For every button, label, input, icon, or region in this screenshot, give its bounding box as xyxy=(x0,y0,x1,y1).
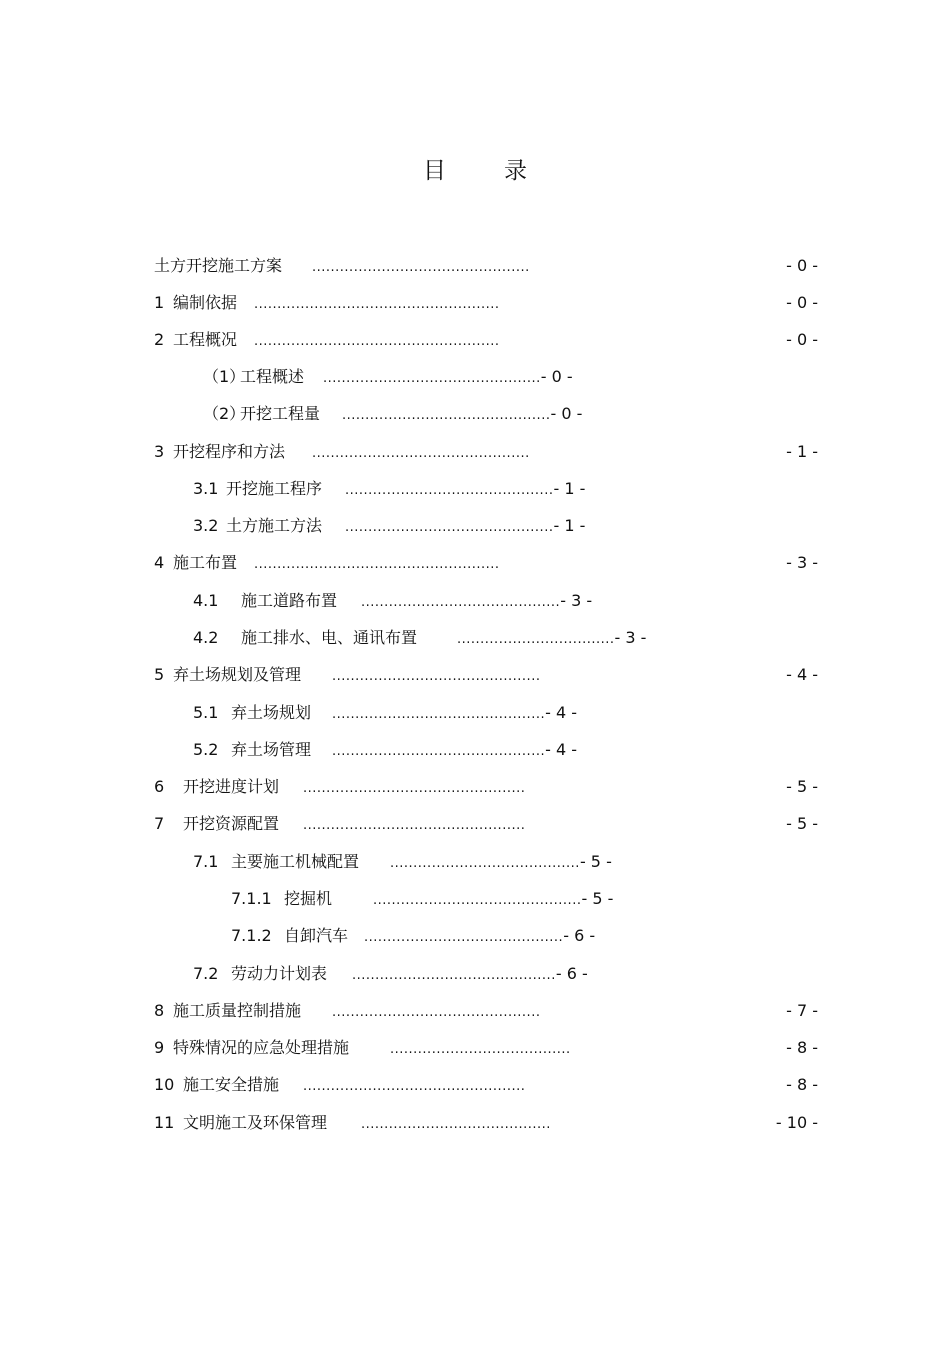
toc-entry-title[interactable]: 文明施工及环保管理 xyxy=(183,1113,328,1132)
toc-leader-dots: .................................. xyxy=(457,632,615,647)
toc-page-number: - 0 - xyxy=(550,404,583,423)
toc-leader xyxy=(332,702,577,724)
toc-entry-title[interactable]: 施工布置 xyxy=(173,553,238,572)
toc-entry-number: 4.2 xyxy=(193,628,219,647)
toc-entry-number: 3.1 xyxy=(193,479,219,498)
toc-leader-dots: ......................................... xyxy=(361,1117,551,1132)
toc-page-number: - 5 - xyxy=(786,777,818,796)
toc-leader xyxy=(390,1037,571,1059)
toc-page-number: - 4 - xyxy=(545,740,577,759)
toc-entry-number: 7.1 xyxy=(193,852,219,871)
toc-page-number: - 7 - xyxy=(786,1001,818,1020)
toc-page-number: - 1 - xyxy=(786,442,818,461)
toc-entry-number: 7 xyxy=(154,814,165,833)
toc-entry-title[interactable]: 弃土场管理 xyxy=(231,740,312,759)
toc-entry-number: 1 xyxy=(154,293,165,312)
toc-page-number: - 4 - xyxy=(545,703,577,722)
toc-entry-title[interactable]: 劳动力计划表 xyxy=(231,964,328,983)
toc-leader xyxy=(303,813,525,835)
toc-page-number: - 8 - xyxy=(786,1038,818,1057)
toc-page-number: - 6 - xyxy=(555,964,588,983)
toc-leader xyxy=(303,776,525,798)
toc-page-number: - 3 - xyxy=(786,553,818,572)
toc-page-number: - 0 - xyxy=(540,367,573,386)
toc-page-number: - 5 - xyxy=(579,852,612,871)
toc-entry-title[interactable]: 开挖进度计划 xyxy=(183,777,280,796)
toc-leader-dots: ............................................. xyxy=(345,483,554,498)
toc-page-number: - 4 - xyxy=(786,665,818,684)
toc-leader xyxy=(373,888,613,910)
toc-entry-title[interactable]: 工程概述 xyxy=(240,367,305,386)
toc-entry-number: 7.1.2 xyxy=(231,926,272,945)
toc-leader xyxy=(390,851,612,873)
toc-leader-dots: ..................................................... xyxy=(254,334,500,349)
toc-entry-title[interactable]: 弃土场规划及管理 xyxy=(173,665,302,684)
toc-leader-dots: ............................................... xyxy=(312,260,530,275)
toc-entry-title[interactable]: 开挖资源配置 xyxy=(183,814,280,833)
toc-page-number: - 6 - xyxy=(563,926,596,945)
toc-entry-number: （2） xyxy=(203,404,246,423)
toc-leader-dots: ......................................... xyxy=(390,856,580,871)
toc-entry-title[interactable]: 弃土场规划 xyxy=(231,703,312,722)
toc-entry-number: 10 xyxy=(154,1075,175,1094)
toc-leader-dots: ................................................ xyxy=(303,1079,526,1094)
toc-leader-dots: .............................................. xyxy=(332,707,546,722)
toc-entry-title[interactable]: 土方开挖施工方案 xyxy=(154,256,283,275)
toc-entry-number: 7.2 xyxy=(193,964,219,983)
toc-leader xyxy=(361,590,592,612)
toc-entry-number: 3.2 xyxy=(193,516,219,535)
toc-entry-title[interactable]: 开挖程序和方法 xyxy=(173,442,286,461)
toc-leader-dots: ........................................... xyxy=(361,595,561,610)
toc-entry-number: 4 xyxy=(154,553,165,572)
toc-entry-number: 2 xyxy=(154,330,165,349)
toc-entry-title[interactable]: 特殊情况的应急处理措施 xyxy=(173,1038,350,1057)
toc-page-number: - 1 - xyxy=(553,516,586,535)
toc-page-number: - 5 - xyxy=(581,889,614,908)
toc-leader xyxy=(332,664,540,686)
toc-entry-number: 9 xyxy=(154,1038,165,1057)
toc-entry-number: 5.2 xyxy=(193,740,219,759)
toc-entry-number: （1） xyxy=(203,367,246,386)
toc-leader xyxy=(352,963,588,985)
toc-entry-title[interactable]: 土方施工方法 xyxy=(226,516,323,535)
toc-entry-number: 6 xyxy=(154,777,165,796)
toc-leader xyxy=(312,441,530,463)
toc-leader-dots: ............................................... xyxy=(323,371,541,386)
toc-entry-title[interactable]: 施工排水、电、通讯布置 xyxy=(241,628,418,647)
toc-leader-dots: ............................................. xyxy=(373,893,582,908)
toc-page-number: - 1 - xyxy=(553,479,586,498)
toc-leader xyxy=(303,1074,525,1096)
toc-entry-title[interactable]: 施工道路布置 xyxy=(241,591,338,610)
toc-entry-number: 5.1 xyxy=(193,703,219,722)
toc-page-number: - 0 - xyxy=(786,256,818,275)
toc-page-number: - 0 - xyxy=(786,293,818,312)
toc-leader-dots: ..................................................... xyxy=(254,297,500,312)
toc-entry-title[interactable]: 施工质量控制措施 xyxy=(173,1001,302,1020)
toc-leader xyxy=(345,478,585,500)
toc-page-number: - 10 - xyxy=(775,1113,818,1132)
toc-entry-number: 11 xyxy=(154,1113,175,1132)
toc-leader-dots: ............................................. xyxy=(332,669,541,684)
toc-leader-dots: ..................................................... xyxy=(254,557,500,572)
toc-leader-dots: .............................................. xyxy=(332,744,546,759)
toc-leader xyxy=(332,1000,540,1022)
toc-leader-dots: ............................................. xyxy=(332,1005,541,1020)
title-char-1: 目 xyxy=(423,158,446,184)
toc-entry-title[interactable]: 工程概况 xyxy=(173,330,238,349)
toc-entry-number: 5 xyxy=(154,665,165,684)
toc-leader-dots: ................................................ xyxy=(303,818,526,833)
toc-leader xyxy=(254,552,500,574)
toc-page-number: - 5 - xyxy=(786,814,818,833)
toc-entry-number: 7.1.1 xyxy=(231,889,272,908)
toc-leader xyxy=(254,329,500,351)
toc-leader xyxy=(323,366,573,388)
toc-entry-title[interactable]: 施工安全措施 xyxy=(183,1075,280,1094)
toc-page-number: - 0 - xyxy=(786,330,818,349)
toc-leader-dots: ............................................ xyxy=(352,968,556,983)
toc-entry-title[interactable]: 编制依据 xyxy=(173,293,238,312)
toc-page-number: - 3 - xyxy=(560,591,593,610)
toc-page-number: - 8 - xyxy=(786,1075,818,1094)
toc-page-number: - 3 - xyxy=(614,628,647,647)
toc-leader-dots: ............................................. xyxy=(345,520,554,535)
toc-entry-title[interactable]: 开挖施工程序 xyxy=(226,479,323,498)
toc-leader-dots: ....................................... xyxy=(390,1042,571,1057)
toc-leader-dots: ........................................... xyxy=(364,930,564,945)
toc-entry-title[interactable]: 开挖工程量 xyxy=(240,404,321,423)
toc-leader-dots: ............................................. xyxy=(342,408,551,423)
toc-leader-dots: ............................................... xyxy=(312,446,530,461)
toc-entry-number: 8 xyxy=(154,1001,165,1020)
toc-leader xyxy=(364,925,595,947)
toc-entry-title[interactable]: 挖掘机 xyxy=(284,889,333,908)
toc-leader xyxy=(345,515,585,537)
title-char-2: 录 xyxy=(504,158,527,184)
toc-leader xyxy=(312,255,530,277)
toc-entry-number: 3 xyxy=(154,442,165,461)
toc-leader xyxy=(457,627,646,649)
toc-leader xyxy=(254,292,500,314)
toc-entry-number: 4.1 xyxy=(193,591,219,610)
toc-entry-title[interactable]: 主要施工机械配置 xyxy=(231,852,360,871)
toc-entry-title[interactable]: 自卸汽车 xyxy=(284,926,349,945)
toc-leader xyxy=(361,1112,551,1134)
toc-leader-dots: ................................................ xyxy=(303,781,526,796)
toc-leader xyxy=(342,403,582,425)
toc-leader xyxy=(332,739,577,761)
